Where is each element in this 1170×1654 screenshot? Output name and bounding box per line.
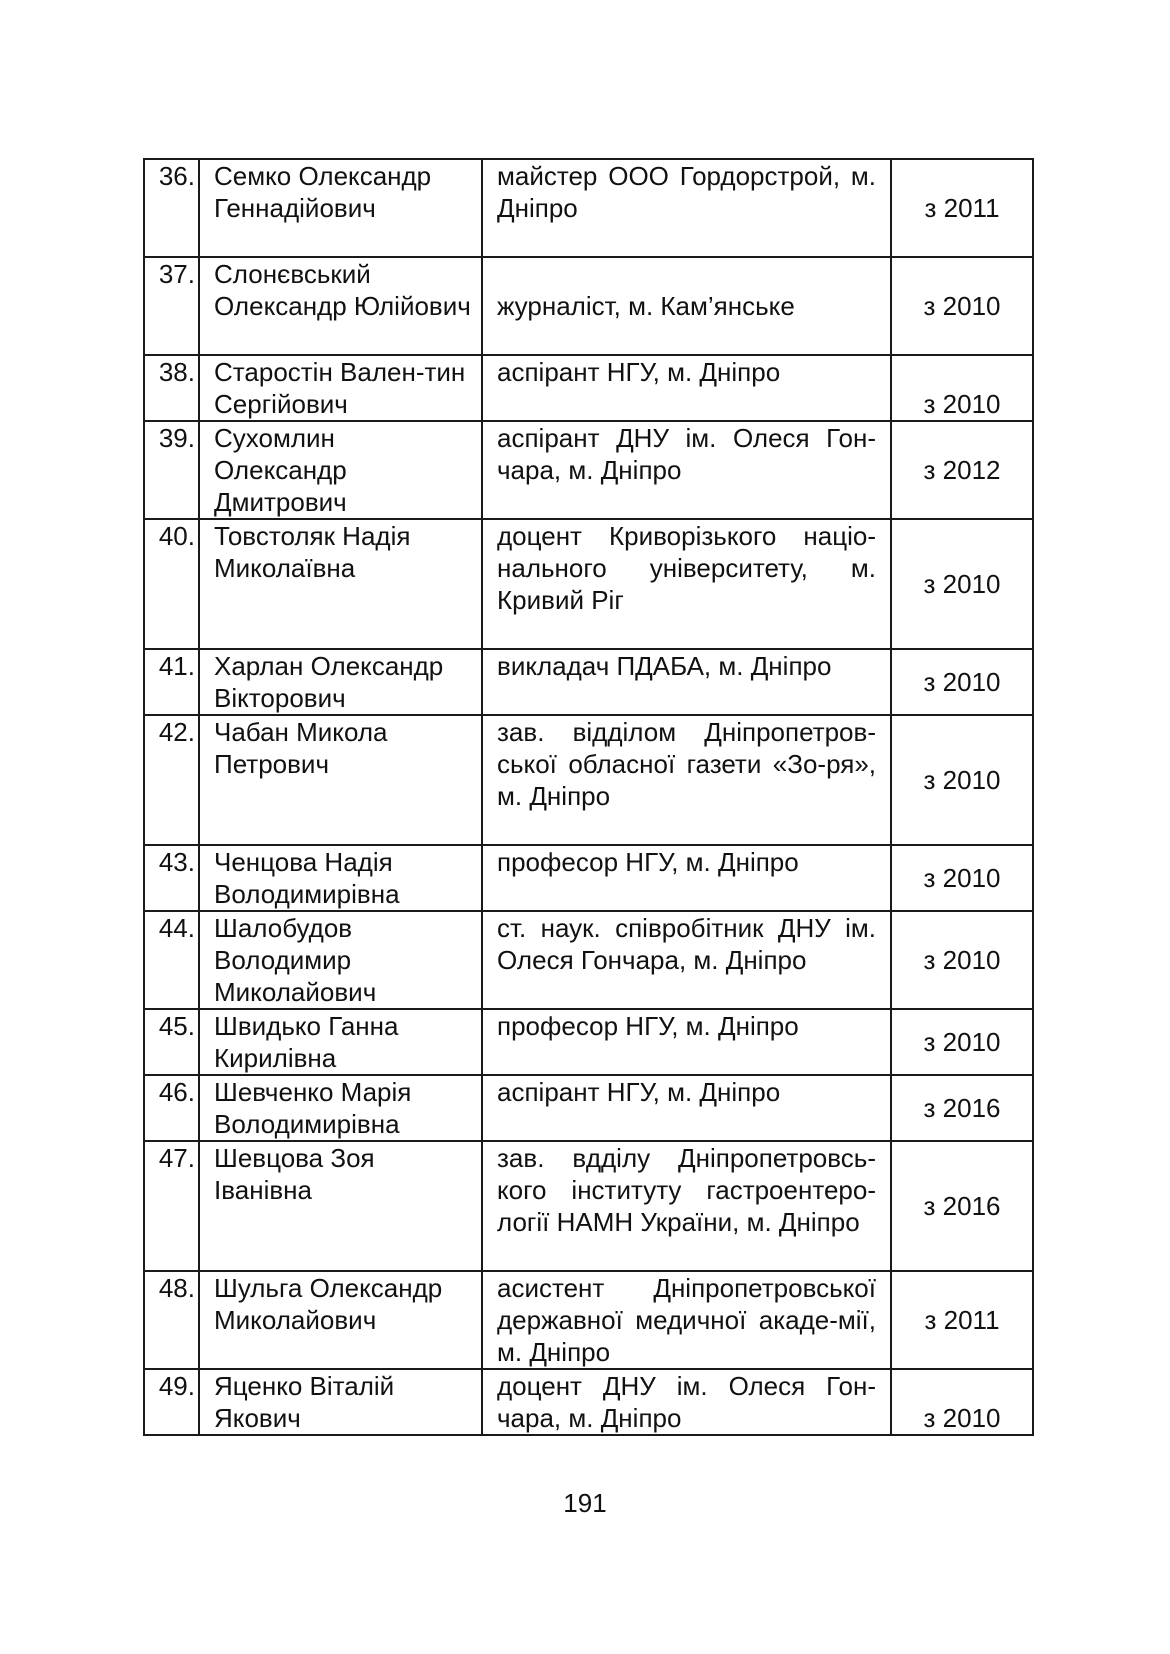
row-number: 47. — [144, 1141, 199, 1271]
table-row — [144, 159, 1033, 257]
person-name: Семко Олександр Геннадійович — [199, 159, 482, 257]
row-number: 42. — [144, 715, 199, 845]
membership-year: з 2011 — [891, 1271, 1033, 1369]
person-position: професор НГУ, м. Дніпро — [482, 1009, 891, 1075]
person-name: Ченцова Надія Володимирівна — [199, 845, 482, 911]
row-number: 37. — [144, 257, 199, 355]
row-number: 43. — [144, 845, 199, 911]
row-number: 40. — [144, 519, 199, 649]
table-row — [144, 1075, 1033, 1141]
person-position: доцент ДНУ ім. Олеся Гон-чара, м. Дніпро — [482, 1369, 891, 1435]
person-position: аспірант НГУ, м. Дніпро — [482, 1075, 891, 1141]
person-name: Шалобудов Володимир Миколайович — [199, 911, 482, 1009]
person-name: Товстоляк Надія Миколаївна — [199, 519, 482, 649]
table-row — [144, 911, 1033, 1009]
person-name: Слонєвський Олександр Юлійович — [199, 257, 482, 355]
table-row — [144, 649, 1033, 715]
person-name: Харлан Олександр Вікторович — [199, 649, 482, 715]
membership-year: з 2010 — [891, 519, 1033, 649]
person-name: Шевцова Зоя Іванівна — [199, 1141, 482, 1271]
person-position: асистент Дніпропетровської державної медичної акаде-мії, м. Дніпро — [482, 1271, 891, 1369]
person-position: доцент Криворізького націо-нального університету, м. Кривий Ріг — [482, 519, 891, 649]
membership-year: з 2010 — [891, 845, 1033, 911]
person-position: ст. наук. співробітник ДНУ ім. Олеся Гончара, м. Дніпро — [482, 911, 891, 1009]
table-row — [144, 519, 1033, 649]
membership-year: з 2011 — [891, 159, 1033, 257]
person-position: майстер ООО Гордорстрой, м. Дніпро — [482, 159, 891, 257]
row-number: 46. — [144, 1075, 199, 1141]
person-name: Сухомлин Олександр Дмитрович — [199, 421, 482, 519]
person-position: професор НГУ, м. Дніпро — [482, 845, 891, 911]
row-number: 49. — [144, 1369, 199, 1435]
page-number: 191 — [563, 1488, 607, 1518]
membership-year: з 2010 — [891, 1369, 1033, 1435]
table-row — [144, 715, 1033, 845]
membership-year: з 2010 — [891, 355, 1033, 421]
membership-year: з 2010 — [891, 649, 1033, 715]
membership-year: з 2010 — [891, 715, 1033, 845]
table-row — [144, 1009, 1033, 1075]
row-number: 36. — [144, 159, 199, 257]
person-position: викладач ПДАБА, м. Дніпро — [482, 649, 891, 715]
membership-year: з 2010 — [891, 257, 1033, 355]
membership-year: з 2010 — [891, 911, 1033, 1009]
person-position: зав. вдділу Дніпропетровсь-кого інституту гастроентеро-логії НАМН України, м. Дніпро — [482, 1141, 891, 1271]
row-number: 39. — [144, 421, 199, 519]
person-name: Яценко Віталій Якович — [199, 1369, 482, 1435]
row-number: 38. — [144, 355, 199, 421]
row-number: 48. — [144, 1271, 199, 1369]
membership-year: з 2016 — [891, 1141, 1033, 1271]
membership-year: з 2010 — [891, 1009, 1033, 1075]
table-row — [144, 1369, 1033, 1435]
table-row — [144, 1271, 1033, 1369]
person-name: Чабан Микола Петрович — [199, 715, 482, 845]
membership-year: з 2016 — [891, 1075, 1033, 1141]
table-row — [144, 355, 1033, 421]
person-position: зав. відділом Дніпропетров-ської обласної газети «Зо-ря», м. Дніпро — [482, 715, 891, 845]
row-number: 45. — [144, 1009, 199, 1075]
row-number: 44. — [144, 911, 199, 1009]
table-row — [144, 421, 1033, 519]
person-name: Шульга Олександр Миколайович — [199, 1271, 482, 1369]
members-table — [143, 158, 1034, 1436]
person-position: аспірант НГУ, м. Дніпро — [482, 355, 891, 421]
table-row — [144, 257, 1033, 355]
table-row — [144, 1141, 1033, 1271]
person-name: Швидько Ганна Кирилівна — [199, 1009, 482, 1075]
person-name: Старостін Вален-тин Сергійович — [199, 355, 482, 421]
membership-year: з 2012 — [891, 421, 1033, 519]
person-name: Шевченко Марія Володимирівна — [199, 1075, 482, 1141]
row-number: 41. — [144, 649, 199, 715]
table-row — [144, 845, 1033, 911]
person-position: аспірант ДНУ ім. Олеся Гон-чара, м. Дніпро — [482, 421, 891, 519]
person-position: журналіст, м. Кам’янське — [482, 257, 891, 355]
